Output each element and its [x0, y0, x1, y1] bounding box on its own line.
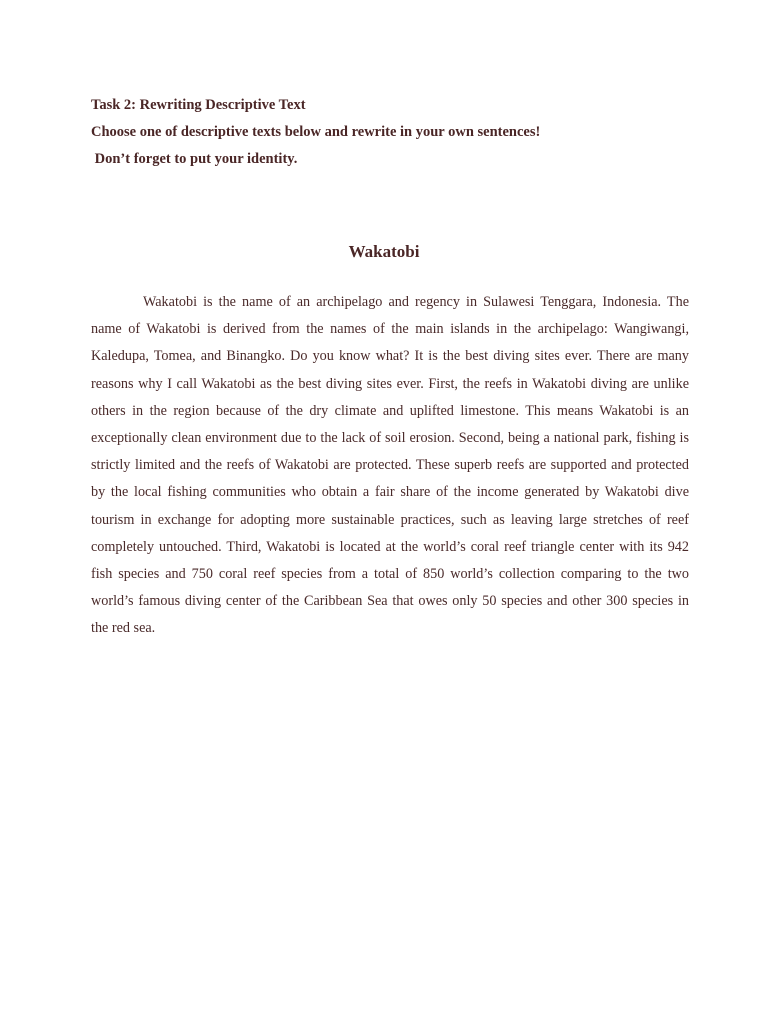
- text-title: Wakatobi: [348, 242, 420, 261]
- task-heading: Task 2: Rewriting Descriptive Text: [91, 97, 306, 113]
- text-body-paragraph: Wakatobi is the name of an archipelago and regency in Sulawesi Tenggara, Indonesia. The name of Wakatobi is derived from the names of the main islands in the archipelago: Wangiwangi, Kaledupa, Tomea, and Binangko. Do you know what? It is the best diving sites ever. There are many reasons why I call Wakatobi as the best diving sites ever. First, the reefs in Wakatobi diving are unlike others in the region because of the dry climate and uplifted limestone. This means Wakatobi is an exceptionally clean environment due to the lack of soil erosion. Second, being a national park, fishing is strictly limited and the reefs of Wakatobi are protected. These superb reefs are supported and protected by the local fishing communities who obtain a fair share of the income generated by Wakatobi dive tourism in exchange for adopting more sustainable practices, such as leaving large stretches of reef completely untouched. Third, Wakatobi is located at the world’s coral reef triangle center with its 942 fish species and 750 coral reef species from a total of 850 world’s collection comparing to the two world’s famous diving center of the Caribbean Sea that owes only 50 species and other 300 species in the red sea.: [91, 294, 689, 637]
- task-reminder: Don’t forget to put your identity.: [91, 151, 298, 167]
- task-instructions: [91, 92, 691, 173]
- task-instruction: Choose one of descriptive texts below and rewrite in your own sentences!: [91, 124, 541, 140]
